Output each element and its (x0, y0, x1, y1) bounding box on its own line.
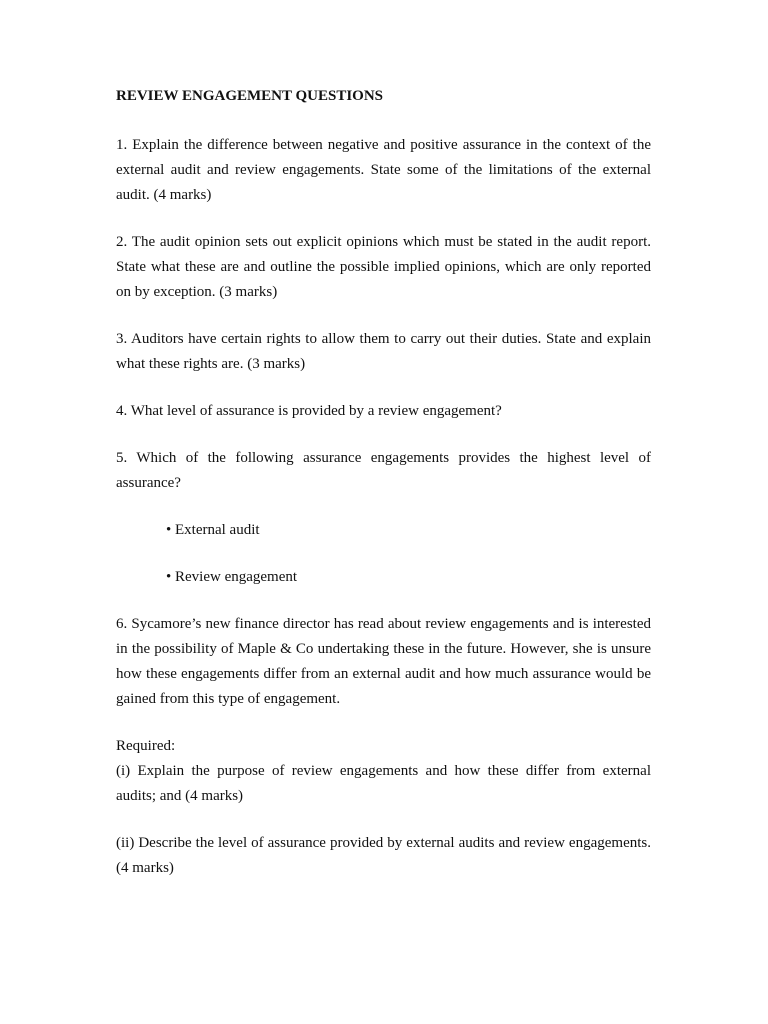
required-label: Required: (116, 738, 176, 754)
question-1: 1. Explain the difference between negative and positive assurance in the context of the external audit and review engagements. State some of the limitations of the external audit. (4 marks) (116, 137, 651, 203)
option-review-engagement (166, 565, 651, 590)
document-title: REVIEW ENGAGEMENT QUESTIONS (116, 88, 384, 104)
question-6: 6. Sycamore’s new finance director has read about review engagements and is interested in the possibility of Maple & Co undertaking these in the future. However, she is unsure how these engagements differ from an external audit and how much assurance would be gained from this type of engagement. (116, 616, 651, 707)
question-2: 2. The audit opinion sets out explicit opinions which must be stated in the audit report. State what these are and outline the possible implied opinions, which are only reported on by exception. (3 marks) (116, 234, 651, 300)
option-label: Review engagement (175, 569, 298, 585)
question-6-part-ii: (ii) Describe the level of assurance provided by external audits and review engagements. (4 marks) (116, 835, 651, 876)
bullet-icon: • (166, 522, 172, 538)
bullet-icon: • (166, 569, 172, 585)
document-page (116, 86, 651, 903)
question-5: 5. Which of the following assurance engagements provides the highest level of assurance? (116, 450, 651, 491)
question-3: 3. Auditors have certain rights to allow them to carry out their duties. State and explain what these rights are. (3 marks) (116, 331, 651, 372)
question-6-part-i: (i) Explain the purpose of review engagements and how these differ from external audits; and (4 marks) (116, 763, 651, 804)
option-external-audit (166, 518, 651, 543)
option-label: External audit (175, 522, 260, 538)
question-4: 4. What level of assurance is provided by a review engagement? (116, 403, 502, 419)
